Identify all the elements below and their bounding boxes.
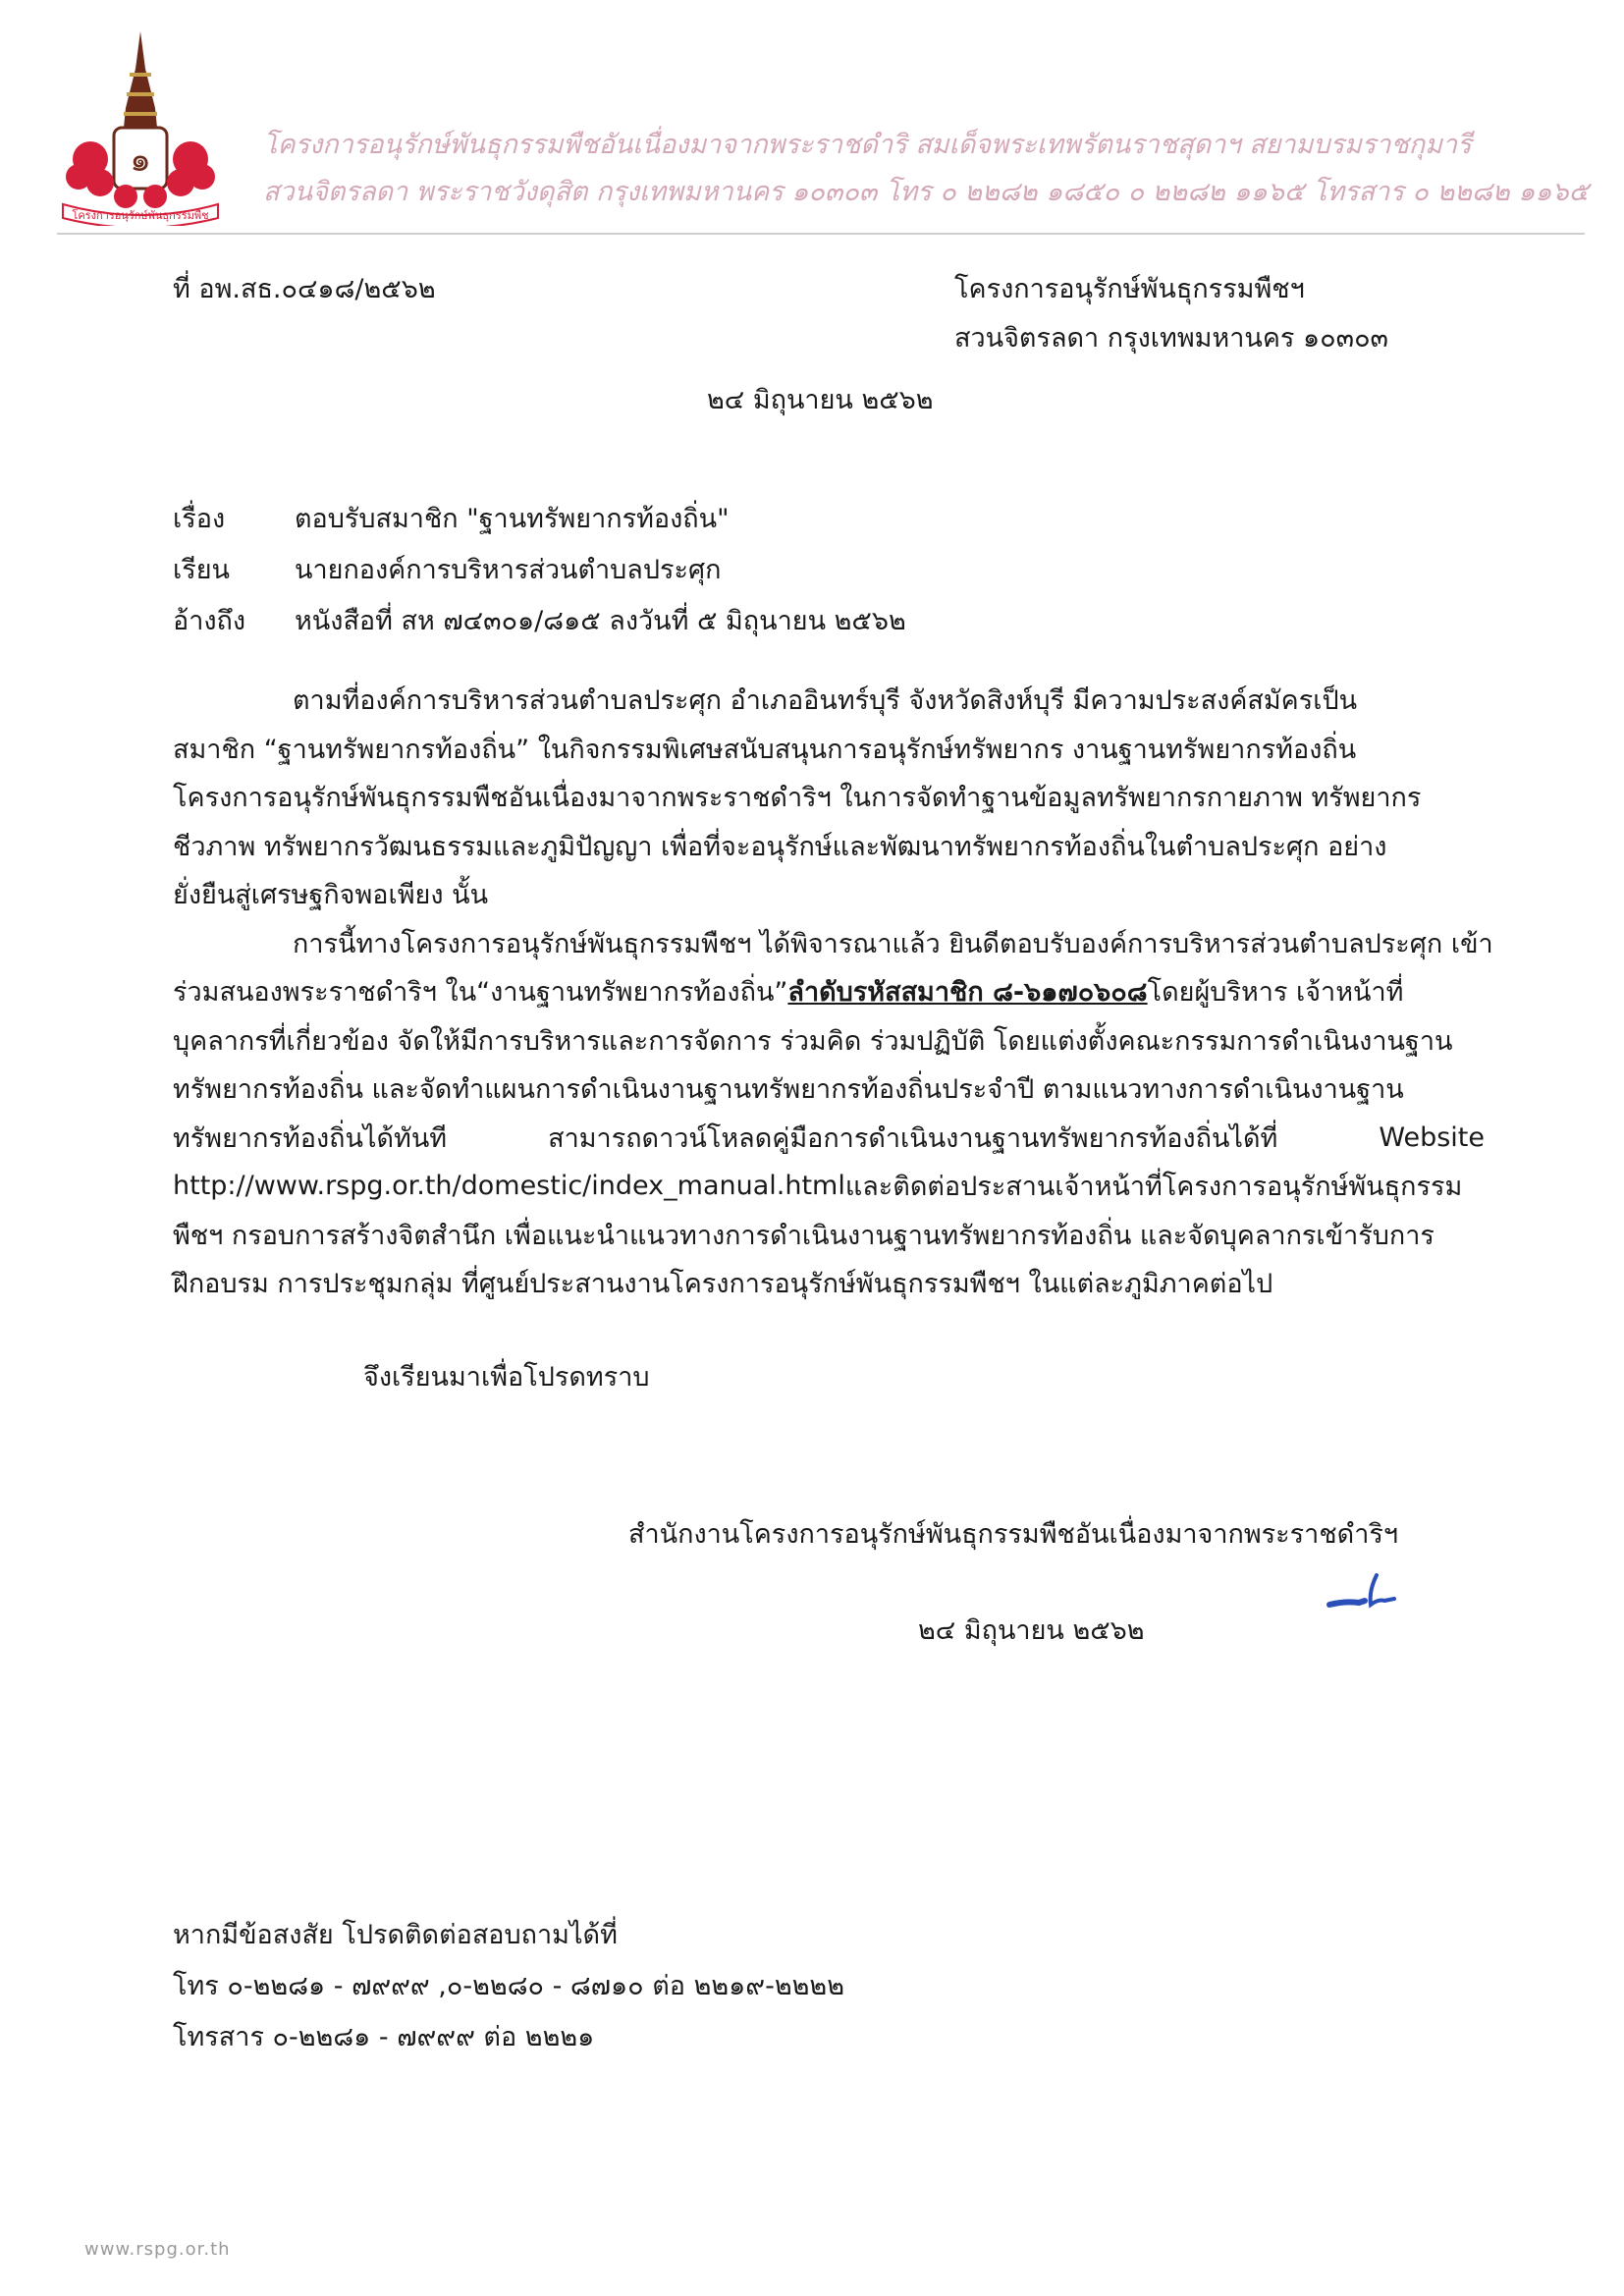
subject-label: เรื่อง [173, 504, 226, 534]
svg-text:๑: ๑ [130, 140, 151, 180]
para2-line-5: ทรัพยากรท้องถิ่นได้ทันที สามารถดาวน์โหลดคู่มือการดำเนินงานฐานทรัพยากรท้องถิ่นได้ที่ Website [173, 1121, 1485, 1154]
signature-office: สำนักงานโครงการอนุรักษ์พันธุกรรมพืชอันเนื่องมาจากพระราชดำริฯ [628, 1519, 1399, 1550]
para2-line-1: การนี้ทางโครงการอนุรักษ์พันธุกรรมพืชฯ ได้พิจารณาแล้ว ยินดีตอบรับองค์การบริหารส่วนตำบลประศุก เข้า [293, 928, 1493, 959]
para2-line-4: ทรัพยากรท้องถิ่น และจัดทำแผนการดำเนินงานฐานทรัพยากรท้องถิ่นประจำปี ตามแนวทางการดำเนินงานฐาน [173, 1074, 1404, 1106]
document-number: ที่ อพ.สธ.๐๔๑๘/๒๕๖๒ [173, 274, 436, 304]
letterhead-line-1: โครงการอนุรักษ์พันธุกรรมพืชอันเนื่องมาจากพระราชดำริ สมเด็จพระเทพรัตนราชสุดาฯ สยามบรมราชกุมารี [263, 130, 1472, 160]
letterhead-divider [57, 233, 1585, 235]
letterhead-line-2: สวนจิตรลดา พระราชวังดุสิต กรุงเทพมหานคร ๑๐๓๐๓ โทร ๐ ๒๒๘๒ ๑๘๕๐ ๐ ๒๒๘๒ ๑๑๖๕ โทรสาร ๐ ๒๒๘๒ ๑๑๖๕ [263, 177, 1590, 207]
closing-phrase: จึงเรียนมาเพื่อโปรดทราบ [363, 1362, 650, 1393]
reference-label: อ้างถึง [173, 606, 246, 636]
recipient-label: เรียน [173, 555, 231, 585]
handwritten-signature [1326, 1561, 1414, 1620]
member-code: ลำดับรหัสสมาชิก ๘-๖๑๗๐๖๐๘ [787, 977, 1148, 1009]
subject-value: ตอบรับสมาชิก "ฐานทรัพยากรท้องถิ่น" [295, 504, 730, 534]
para1-line-1: ตามที่องค์การบริหารส่วนตำบลประศุก อำเภออินทร์บุรี จังหวัดสิงห์บุรี มีความประสงค์สมัครเป็น [293, 685, 1358, 717]
letterhead [263, 122, 1590, 216]
para2-line-8: ฝึกอบรม การประชุมกลุ่ม ที่ศูนย์ประสานงานโครงการอนุรักษ์พันธุกรรมพืชฯ ในแต่ละภูมิภาคต่อไป [173, 1269, 1273, 1300]
contact-intro: หากมีข้อสงสัย โปรดติดต่อสอบถามได้ที่ [173, 1920, 618, 1950]
para1-line-4: ชีวภาพ ทรัพยากรวัฒนธรรมและภูมิปัญญา เพื่อที่จะอนุรักษ์และพัฒนาทรัพยากรท้องถิ่นในตำบลประศุก อย่าง [173, 831, 1387, 862]
manual-url[interactable]: http://www.rspg.or.th/domestic/index_manual.html [173, 1171, 845, 1202]
para2-line-6: http://www.rspg.or.th/domestic/index_manual.html และติดต่อประสานเจ้าหน้าที่โครงการอนุรักษ์พันธุกรรม [173, 1171, 1463, 1203]
reference-value: หนังสือที่ สห ๗๔๓๐๑/๘๑๕ ลงวันที่ ๕ มิถุนายน ๒๕๖๒ [295, 606, 906, 636]
sender-name: โครงการอนุรักษ์พันธุกรรมพืชฯ [954, 274, 1305, 304]
website-footer[interactable]: www.rspg.or.th [84, 2239, 231, 2260]
para2-line-2: ร่วมสนองพระราชดำริฯ ใน“งานฐานทรัพยากรท้องถิ่น” ลำดับรหัสสมาชิก ๘-๖๑๗๐๖๐๘ โดยผู้บริหาร เจ้าหน้าที่ [173, 967, 1485, 1016]
contact-fax: โทรสาร ๐-๒๒๘๑ - ๗๙๙๙ ต่อ ๒๒๒๑ [173, 2022, 595, 2052]
sender-address: สวนจิตรลดา กรุงเทพมหานคร ๑๐๓๐๓ [954, 323, 1389, 354]
contact-phone: โทร ๐-๒๒๘๑ - ๗๙๙๙ ,๐-๒๒๘๐ - ๘๗๑๐ ต่อ ๒๒๑๙-๒๒๒๒ [173, 1971, 845, 2001]
signature-date: ๒๔ มิถุนายน ๒๕๖๒ [918, 1615, 1145, 1646]
para1-line-3: โครงการอนุรักษ์พันธุกรรมพืชอันเนื่องมาจากพระราชดำริฯ ในการจัดทำฐานข้อมูลทรัพยากรกายภาพ ทรัพยากร [173, 783, 1422, 814]
recipient-value: นายกองค์การบริหารส่วนตำบลประศุก [295, 555, 722, 585]
rspg-crest-logo [57, 29, 224, 226]
para1-line-5: ยั่งยืนสู่เศรษฐกิจพอเพียง นั้น [173, 880, 489, 911]
letter-date: ๒๔ มิถุนายน ๒๕๖๒ [707, 385, 934, 415]
para2-line-3: บุคลากรที่เกี่ยวข้อง จัดให้มีการบริหารและการจัดการ ร่วมคิด ร่วมปฏิบัติ โดยแต่งตั้งคณะกรรมการดำเนินงานฐาน [173, 1025, 1453, 1057]
letter-body [173, 676, 1493, 1308]
para1-line-2: สมาชิก “ฐานทรัพยากรท้องถิ่น” ในกิจกรรมพิเศษสนับสนุนการอนุรักษ์ทรัพยากร งานฐานทรัพยากรท้องถิ่น [173, 734, 1357, 765]
para2-line-7: พืชฯ กรอบการสร้างจิตสำนึก เพื่อแนะนำแนวทางการดำเนินงานฐานทรัพยากรท้องถิ่น และจัดบุคลากรเข้ารับการ [173, 1220, 1435, 1251]
svg-text:โครงการอนุรักษ์พันธุกรรมพืช: โครงการอนุรักษ์พันธุกรรมพืช [72, 209, 209, 222]
